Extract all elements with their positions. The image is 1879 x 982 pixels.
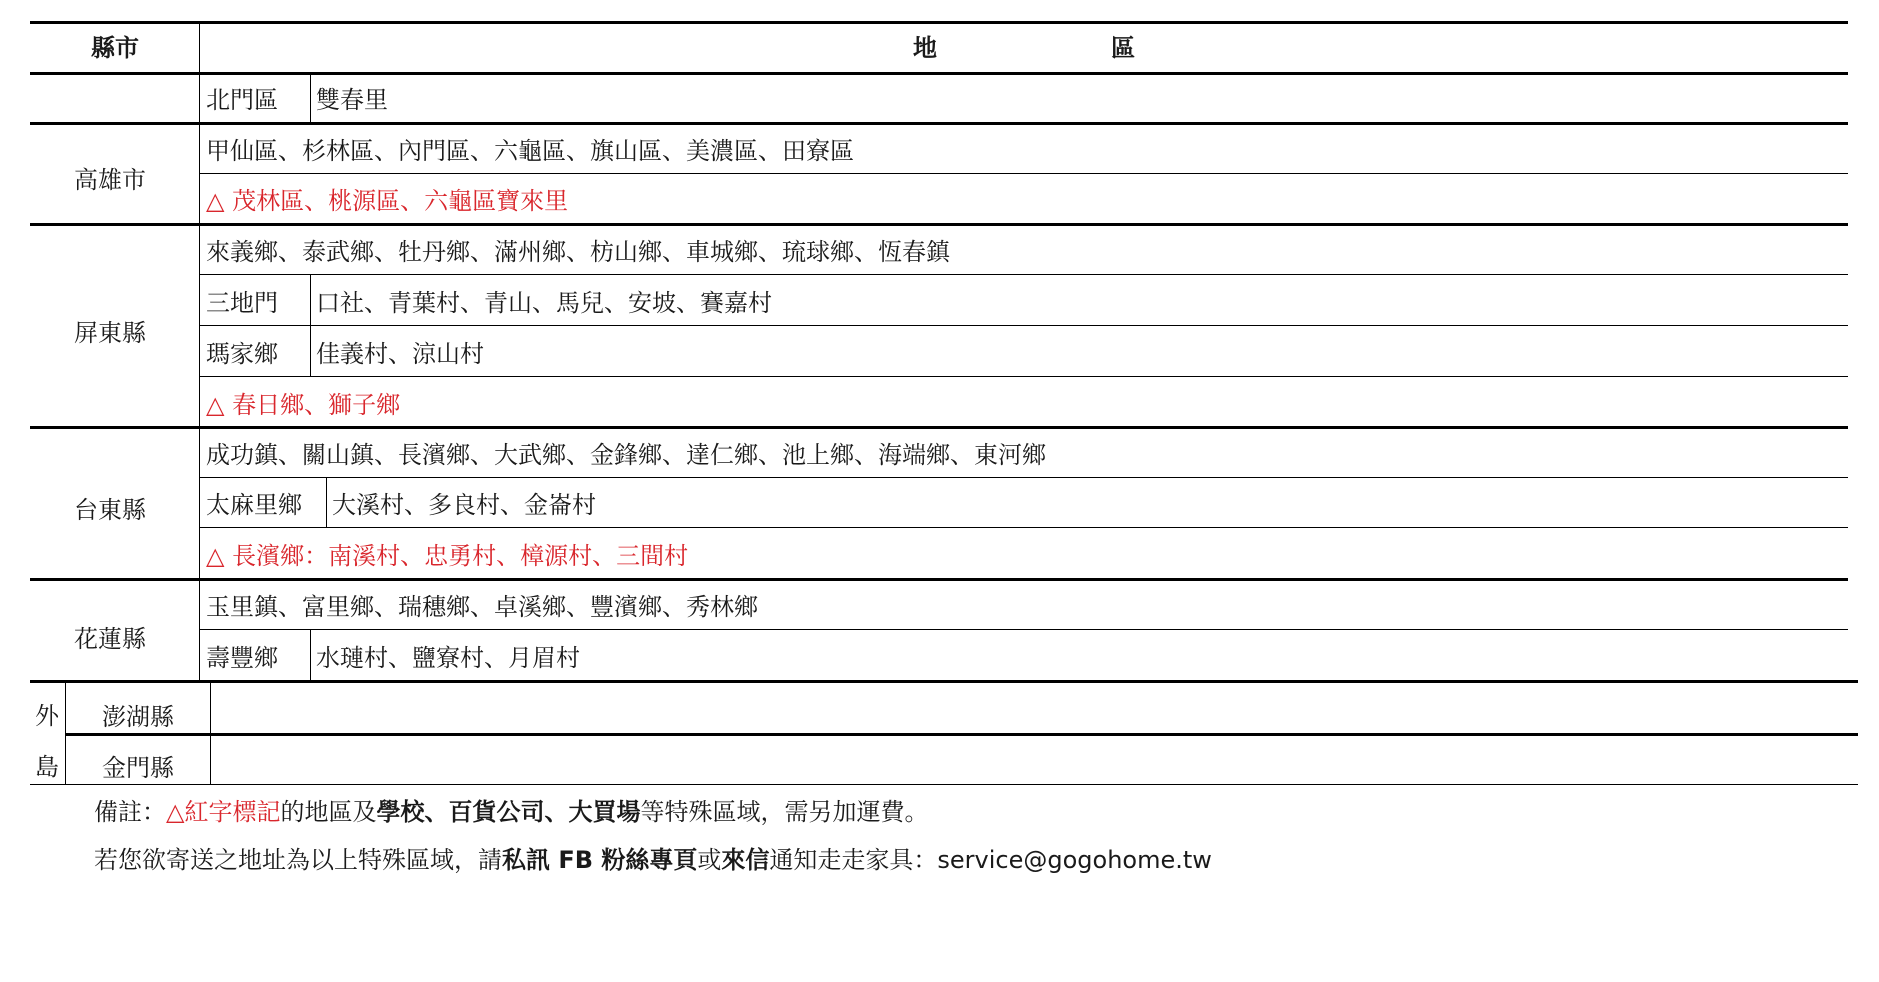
rule-pingtung-bottom bbox=[30, 426, 1848, 429]
header-county: 縣市 bbox=[91, 34, 139, 62]
col-divider-taimali bbox=[326, 478, 327, 527]
rule-islands-bottom bbox=[30, 784, 1858, 785]
note-2-suffix: 通知走走家具：service@gogohome.tw bbox=[769, 846, 1212, 874]
island-penghu: 澎湖縣 bbox=[102, 703, 174, 731]
islands-label-char-2: 島 bbox=[35, 753, 59, 781]
note-2-prefix: 若您欲寄送之地址為以上特殊區域，請 bbox=[94, 846, 502, 874]
kaohsiung-row-2-special: △ 茂林區、桃源區、六龜區寶來里 bbox=[206, 187, 569, 215]
county-hualien: 花蓮縣 bbox=[74, 625, 146, 653]
note-line-2 bbox=[94, 845, 1212, 875]
col-divider-shoufeng bbox=[310, 630, 311, 680]
col-divider-sandimen bbox=[310, 275, 311, 325]
taitung-taimali-villages: 大溪村、多良村、金崙村 bbox=[332, 491, 596, 519]
note-1-suffix: 等特殊區域，需另加運費。 bbox=[640, 798, 929, 826]
rule-islands-mid bbox=[66, 733, 1858, 736]
note-1-red-mark: △紅字標記 bbox=[166, 798, 281, 826]
rule-tainan-bottom bbox=[30, 122, 1848, 125]
taitung-row-1: 成功鎮、關山鎮、長濱鄉、大武鄉、金鋒鄉、達仁鄉、池上鄉、海端鄉、東河鄉 bbox=[206, 441, 1046, 469]
pingtung-majia-label: 瑪家鄉 bbox=[206, 340, 278, 368]
rule-hualien-bottom bbox=[30, 680, 1858, 683]
col-divider-main bbox=[199, 22, 200, 680]
note-2-or: 或 bbox=[697, 846, 722, 874]
note-1-prefix: 備註： bbox=[94, 798, 166, 826]
islands-label-char-1: 外 bbox=[35, 702, 59, 730]
rule-taitung-bottom bbox=[30, 578, 1848, 581]
taitung-taimali-label: 太麻里鄉 bbox=[206, 491, 302, 519]
taitung-row-3-special: △ 長濱鄉：南溪村、忠勇村、樟源村、三間村 bbox=[206, 542, 689, 570]
rule-kaohsiung-mid bbox=[200, 173, 1848, 174]
pingtung-row-1: 來義鄉、泰武鄉、牡丹鄉、滿州鄉、枋山鄉、車城鄉、琉球鄉、恆春鎮 bbox=[206, 238, 950, 266]
rule-taitung-1 bbox=[200, 477, 1848, 478]
note-1-mid: 的地區及 bbox=[280, 798, 377, 826]
rule-top bbox=[30, 21, 1848, 24]
island-kinmen: 金門縣 bbox=[102, 754, 174, 782]
col-divider-majia bbox=[310, 326, 311, 376]
rule-kaohsiung-bottom bbox=[30, 223, 1848, 226]
pingtung-row-4-special: △ 春日鄉、獅子鄉 bbox=[206, 391, 401, 419]
header-area-char-2: 區 bbox=[1111, 34, 1135, 62]
rule-pingtung-2 bbox=[200, 325, 1848, 326]
pingtung-sandimen-label: 三地門 bbox=[206, 289, 278, 317]
tainan-villages: 雙春里 bbox=[316, 86, 388, 114]
pingtung-majia-villages: 佳義村、涼山村 bbox=[316, 340, 484, 368]
hualien-shoufeng-label: 壽豐鄉 bbox=[206, 644, 278, 672]
tainan-district: 北門區 bbox=[206, 86, 278, 114]
county-kaohsiung: 高雄市 bbox=[74, 166, 146, 194]
col-divider-islands-name bbox=[210, 681, 211, 784]
note-2-bold-fb: 私訊 FB 粉絲專頁 bbox=[502, 846, 698, 874]
hualien-row-1: 玉里鎮、富里鄉、瑞穗鄉、卓溪鄉、豐濱鄉、秀林鄉 bbox=[206, 593, 758, 621]
county-taitung: 台東縣 bbox=[74, 496, 146, 524]
rule-taitung-2 bbox=[200, 527, 1848, 528]
col-divider-tainan bbox=[310, 73, 311, 122]
rule-hualien-1 bbox=[200, 629, 1848, 630]
note-2-bold-mail: 來信 bbox=[721, 846, 770, 874]
note-1-bold: 學校、百貨公司、大買場 bbox=[376, 798, 641, 826]
header-area-char-1: 地 bbox=[913, 34, 937, 62]
rule-pingtung-1 bbox=[200, 274, 1848, 275]
county-pingtung: 屏東縣 bbox=[74, 319, 146, 347]
rule-pingtung-3 bbox=[200, 376, 1848, 377]
note-line-1 bbox=[94, 797, 928, 827]
pingtung-sandimen-villages: 口社、青葉村、青山、馬兒、安坡、賽嘉村 bbox=[316, 289, 772, 317]
rule-header-bottom bbox=[30, 72, 1848, 75]
hualien-shoufeng-villages: 水璉村、鹽寮村、月眉村 bbox=[316, 644, 580, 672]
kaohsiung-row-1: 甲仙區、杉林區、內門區、六龜區、旗山區、美濃區、田寮區 bbox=[206, 137, 854, 165]
